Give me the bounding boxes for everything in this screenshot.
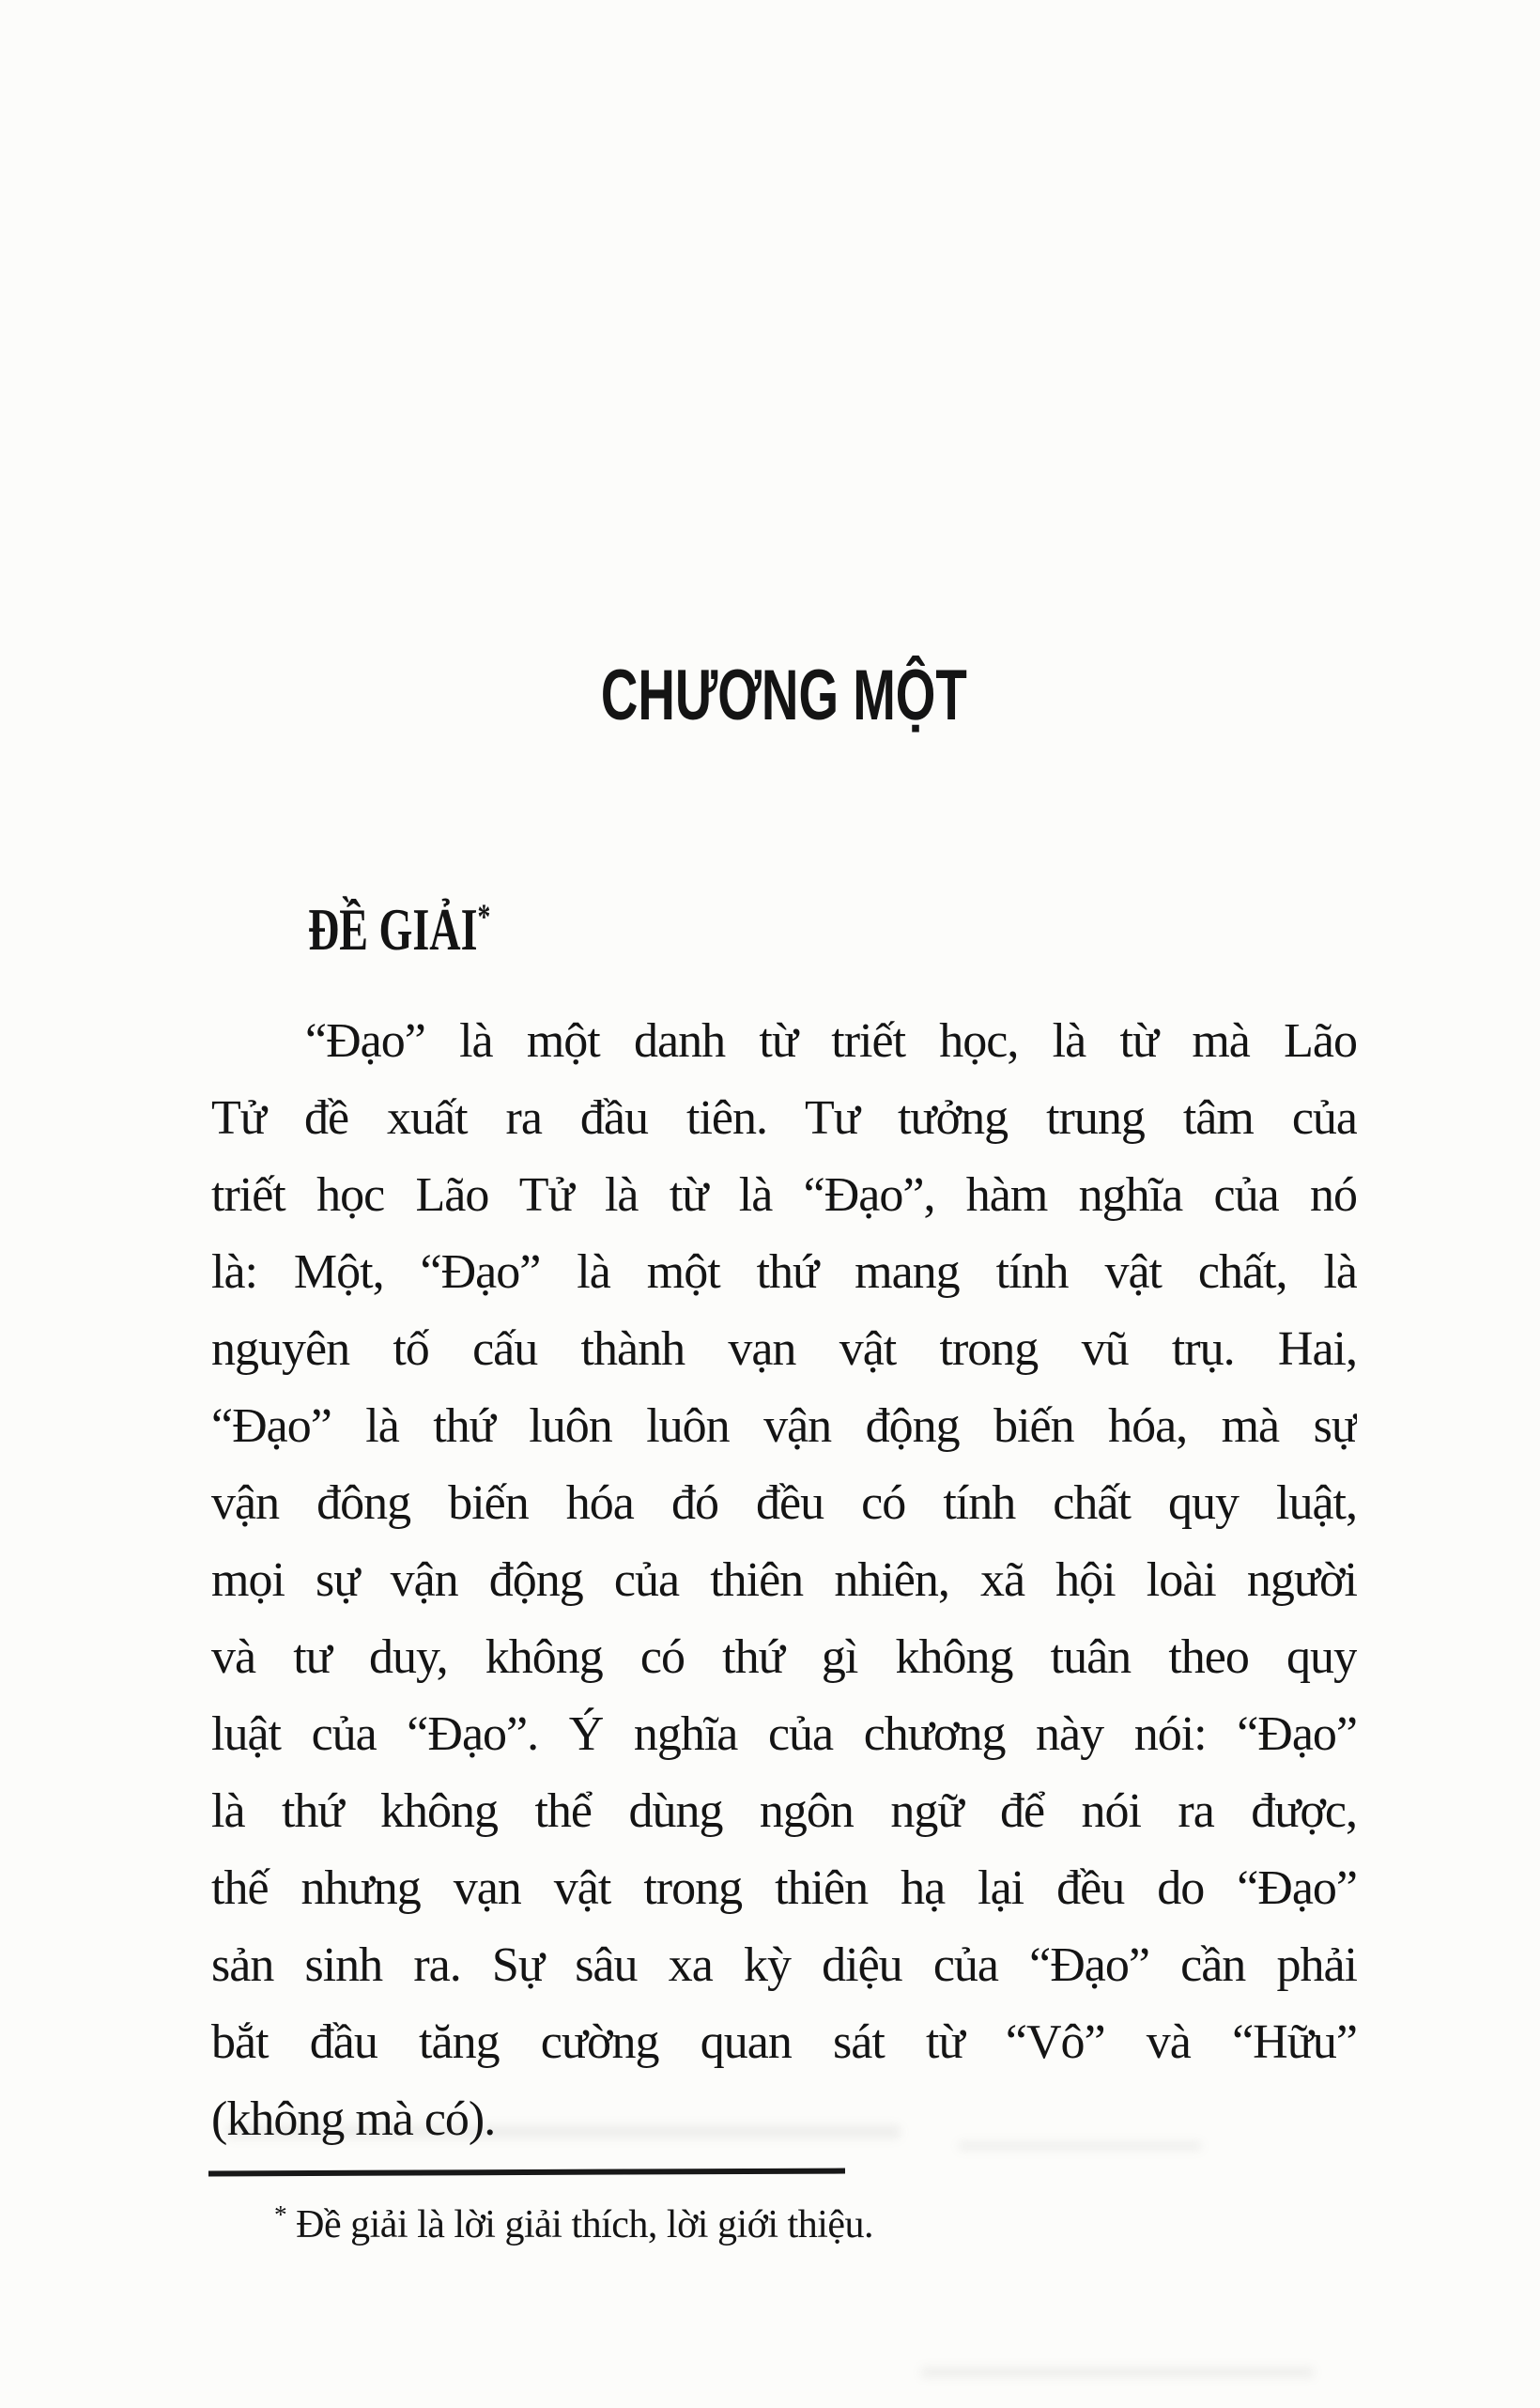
section-heading-text: ĐỀ GIẢI [308,896,478,963]
body-paragraph [211,1003,1357,2158]
paragraph-line: mọi sự vận động của thiên nhiên, xã hội loài người [211,1553,1357,1607]
paragraph-line: “Đạo” là một danh từ triết học, là từ mà Lão [305,1014,1357,1068]
scan-smudge [920,2367,1315,2378]
paragraph-line: nguyên tố cấu thành vạn vật trong vũ trụ. Hai, [211,1322,1357,1376]
paragraph-line: triết học Lão Tử là từ là “Đạo”, hàm nghĩa của nó [211,1168,1357,1222]
paragraph-line: Tử đề xuất ra đầu tiên. Tư tưởng trung tâm của [211,1091,1357,1145]
paragraph-line: (không mà có). [211,2092,496,2146]
footnote-reference-asterisk: * [477,897,491,937]
paragraph-line: vận đông biến hóa đó đều có tính chất quy luật, [211,1476,1357,1530]
footnote [274,2196,1354,2254]
paragraph-line: “Đạo” là thứ luôn luôn vận động biến hóa, mà sự [211,1399,1357,1453]
paragraph-line: và tư duy, không có thứ gì không tuân theo quy [211,1630,1357,1684]
section-heading [308,892,562,967]
chapter-title [211,654,1357,738]
paragraph-line: là thứ không thể dùng ngôn ngữ để nói ra được, [211,1784,1357,1838]
footnote-divider [208,2169,845,2177]
footnote-text: Đề giải là lời giải thích, lời giới thiệu. [296,2203,874,2246]
chapter-title-text: CHƯƠNG MỘT [601,656,967,735]
paragraph-line: sản sinh ra. Sự sâu xa kỳ diệu của “Đạo” cần phải [211,1938,1357,1992]
paragraph-line: thế nhưng vạn vật trong thiên hạ lại đều do “Đạo” [211,1861,1357,1915]
paragraph-line: luật của “Đạo”. Ý nghĩa của chương này nói: “Đạo” [211,1707,1357,1761]
paragraph-line: bắt đầu tăng cường quan sát từ “Vô” và “Hữu” [211,2015,1357,2069]
footnote-marker-asterisk: * [274,2200,287,2229]
paragraph-line: là: Một, “Đạo” là một thứ mang tính vật chất, là [211,1245,1357,1299]
